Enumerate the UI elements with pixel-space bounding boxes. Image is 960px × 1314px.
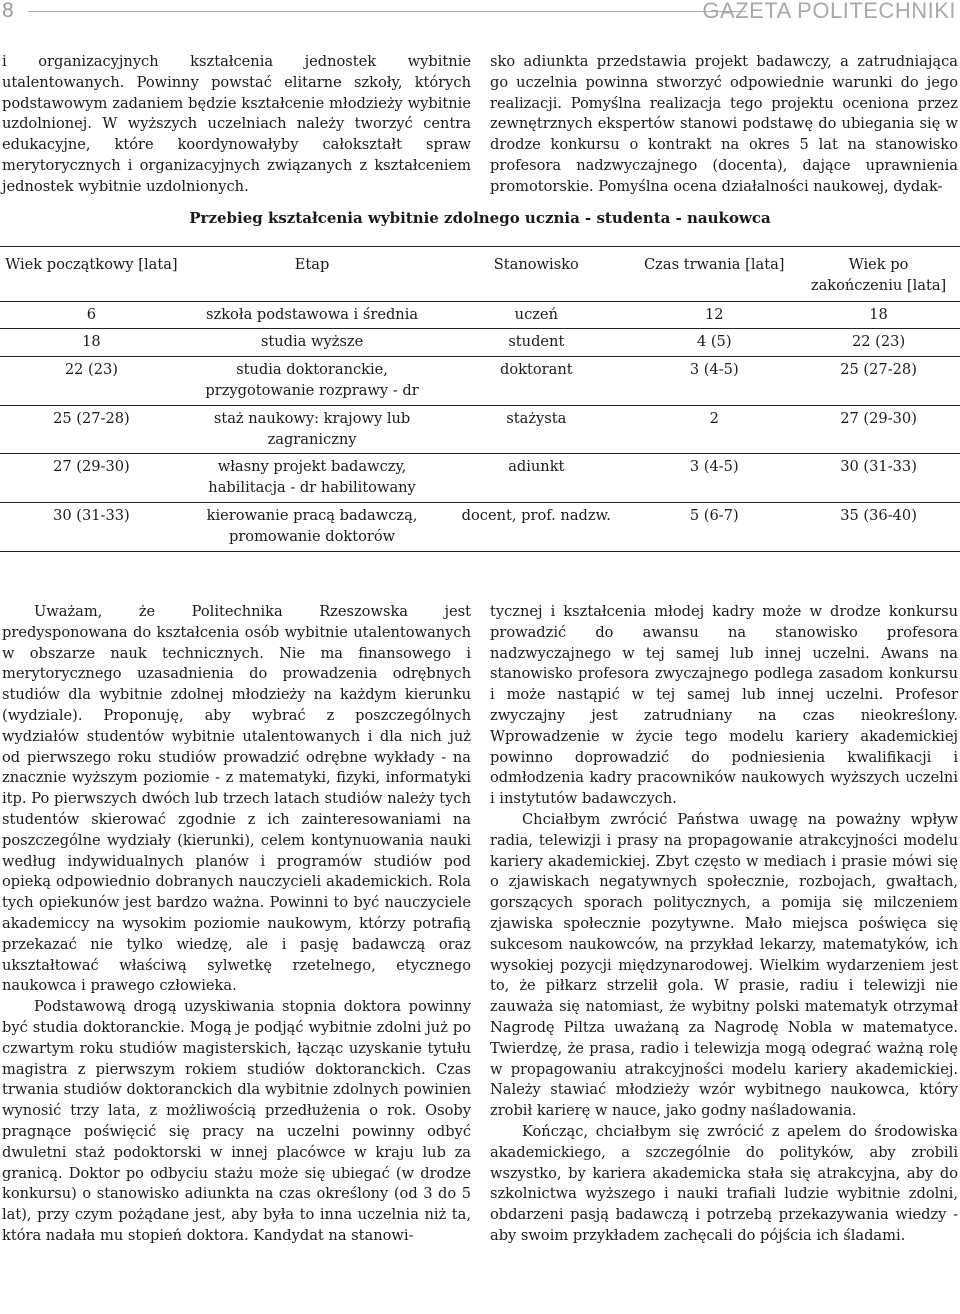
table-row: [0, 301, 960, 329]
header-stage: Etap: [294, 256, 330, 273]
cell-end-age: 22 (23): [851, 333, 906, 351]
cell-end-age: 25 (27-28): [840, 361, 917, 379]
bottom-right-column: [490, 602, 958, 1247]
cell-position: student: [508, 333, 565, 351]
paragraph: sko adiunkta przedstawia projekt badawczy, a zatrudniająca go uczelnia powinna stworzyć odpowiednie warunki do jego realizacji. Pomyślna realizacja tego projektu oceniona przez zewnętrznych ekspertów stanowi podstawę do ubiegania się w drodze konkursu o kontrakt na okres 5 lat na stanowisko profesora nadzwyczajnego (docenta), dające uprawnienia promotorskie. Pomyślna ocena działalności naukowej, dydak-: [490, 53, 958, 195]
cell-duration: 5 (6-7): [689, 506, 739, 524]
cell-duration: 12: [704, 305, 724, 323]
cell-stage: studia doktoranckie, przygotowanie rozprawy - dr: [205, 361, 419, 399]
cell-stage: kierowanie pracą badawczą, promowanie doktorów: [206, 506, 418, 545]
cell-position: adiunkt: [508, 458, 565, 476]
header-start-age: Wiek początkowy [lata]: [5, 256, 178, 273]
cell-duration: 4 (5): [696, 333, 732, 351]
table-row: [0, 329, 960, 357]
page-header: [0, 0, 960, 24]
table-row: [0, 502, 960, 551]
table-row: [0, 405, 960, 454]
paragraph: tycznej i kształcenia młodej kadry może w drodze konkursu prowadzić do awansu na stanowisko profesora nadzwyczajnego w tej samej lub innej uczelni. Awans na stanowisko profesora zwyczajnego podlega zasadom konkursu i może nastąpić w tej samej lub innej uczelni. Profesor zwyczajny jest zatrudniany na czas nieokreślony. Wprowadzenie w życie tego modelu kariery akademickiej powinno doprowadzić do podniesienia kwalifikacji i odmłodzenia kadry pracowników naukowych wyższych uczelni i instytutów badawczych.: [490, 603, 958, 808]
bottom-left-column: [2, 602, 471, 1247]
header-rule: [28, 11, 746, 12]
paragraph: Uważam, że Politechnika Rzeszowska jest predysponowana do kształcenia osób wybitnie utalentowanych w obszarze nauk technicznych. Nie ma finansowego i merytorycznego uzasadnienia do prowadzenia odrębnych studiów dla wybitnie zdolnej młodzieży na każdym kierunku (wydziale). Proponuję, aby wybrać z poszczególnych wydziałów studentów wybitnie utalentowanych i dla nich już od pierwszego roku studiów prowadzić odrębne wykłady - na znacznie wyższym poziomie - z matematyki, fizyki, informatyki itp. Po pierwszych dwóch lub trzech latach studiów należy tych studentów skierować zgodnie z ich zainteresowaniami na poszczególne wydziały (kierunki), celem kontynuowania nauki według indywidualnych planów i programów studiów pod opieką odpowiednio dobranych nauczycieli akademickich. Rola tych opiekunów jest bardzo ważna. Powinni to być nauczyciele akademiccy na wysokim poziomie naukowym, którzy potrafią przekazać nie tylko wiedzę, ale i pasję badawczą oraz ukształtować właściwą sylwetkę rzetelnego, etycznego naukowca i prawego człowieka.: [2, 603, 471, 995]
cell-start-age: 18: [82, 333, 101, 351]
paragraph: Chciałbym zwrócić Państwa uwagę na poważny wpływ radia, telewizji i prasy na propagowanie atrakcyjności modelu kariery akademickiej. Zbyt często w mediach i prasie mówi się o zjawiskach negatywnych społecznie, rozbojach, gwałtach, gorszących sporach politycznych, a pomija się milczeniem zjawiska społecznie pozytywne. Mało miejsca poświęca się sukcesom naukowców, na przykład lekarzy, matematyków, ich wysokiej pozycji międzynarodowej. Wielkim wydarzeniem jest to, że piłkarz strzelił gola. W prasie, radiu i telewizji nie zauważa się natomiast, że wybitny polski matematyk otrzymał Nagrodę Piltza uważaną za Nagrodę Nobla w matematyce. Twierdzę, że prasa, radio i telewizja mogą odegrać ważną rolę w propagowaniu atrakcyjności modelu kariery akademickiej. Należy stawiać młodzieży wzór wybitnego naukowca, który zrobił karierę w nauce, jako godny naśladowania.: [490, 810, 958, 1120]
cell-start-age: 25 (27-28): [53, 409, 130, 427]
cell-position: stażysta: [506, 409, 567, 427]
table-row: [0, 454, 960, 503]
table-title: Przebieg kształcenia wybitnie zdolnego ucznia - studenta - naukowca: [189, 209, 771, 227]
cell-start-age: 27 (29-30): [53, 458, 130, 476]
top-right-column: [490, 52, 958, 198]
cell-end-age: 27 (29-30): [840, 409, 917, 427]
publication-title: GAZETA POLITECHNIKI: [702, 0, 956, 23]
table-row: [0, 357, 960, 406]
table-header-row: [0, 247, 960, 302]
paragraph: Kończąc, chciałbym się zwrócić z apelem do środowiska akademickiego, a szczególnie do polityków, aby zrobili wszystko, by kariera akademicka stała się atrakcyjna, aby do szkolnictwa wyższego i nauki trafiali ludzie wybitnie zdolni, obdarzeni pasją badawczą i potrzebą przekazywania wiedzy - aby swoim przykładem zachęcali do pójścia ich śladami.: [490, 1122, 958, 1244]
education-path-table: [0, 246, 960, 552]
cell-stage: własny projekt badawczy, habilitacja - dr habilitowany: [208, 458, 416, 497]
cell-start-age: 30 (31-33): [53, 506, 130, 524]
header-end-age: Wiek po zakończeniu [lata]: [810, 256, 947, 294]
cell-start-age: 6: [86, 305, 97, 323]
cell-stage: staż naukowy: krajowy lub zagraniczny: [213, 409, 411, 448]
cell-position: uczeń: [514, 305, 558, 323]
cell-start-age: 22 (23): [64, 361, 118, 379]
cell-end-age: 18: [869, 305, 888, 323]
cell-duration: 3 (4-5): [689, 458, 739, 476]
header-position: Stanowisko: [493, 256, 579, 273]
paragraph: Podstawową drogą uzyskiwania stopnia doktora powinny być studia doktoranckie. Mogą je podjąć wybitnie zdolni już po czwartym roku studiów magisterskich, łącząc uzyskanie tytułu magistra z pierwszym rokiem studiów doktoranckich. Czas trwania studiów doktoranckich dla wybitnie zdolnych powinien wynosić trzy lata, z możliwością przedłużenia o rok. Osoby pragnące poświęcić się pracy na uczelni powinny odbyć dwuletni staż podoktorski w innej placówce w kraju lub za granicą. Doktor po odbyciu stażu może się ubiegać (w drodze konkursu) o stanowisko adiunkta na czas określony (od 3 do 5 lat), przy czym pożądane jest, aby była to inna uczelnia niż ta, która nadała mu stopień doktora. Kandydat na stanowi-: [2, 998, 471, 1244]
page-number: 8: [2, 0, 14, 22]
cell-position: docent, prof. nadzw.: [461, 506, 611, 524]
cell-duration: 2: [709, 409, 719, 427]
paragraph: i organizacyjnych kształcenia jednostek wybitnie utalentowanych. Powinny powstać elitarne szkoły, których podstawowym zadaniem będzie kształcenie młodzieży wybitnie uzdolnionej. W wyższych uczelniach należy tworzyć centra edukacyjne, które koordynowałyby całokształt spraw merytorycznych i organizacyjnych związanych z kształceniem jednostek wybitnie uzdolnionych.: [2, 53, 471, 195]
top-left-column: [2, 52, 471, 198]
cell-duration: 3 (4-5): [689, 361, 739, 379]
cell-stage: szkoła podstawowa i średnia: [206, 305, 419, 323]
cell-stage: studia wyższe: [260, 333, 364, 351]
cell-end-age: 30 (31-33): [840, 458, 917, 476]
cell-position: doktorant: [500, 361, 573, 379]
cell-end-age: 35 (36-40): [840, 506, 917, 524]
header-duration: Czas trwania [lata]: [644, 256, 785, 273]
